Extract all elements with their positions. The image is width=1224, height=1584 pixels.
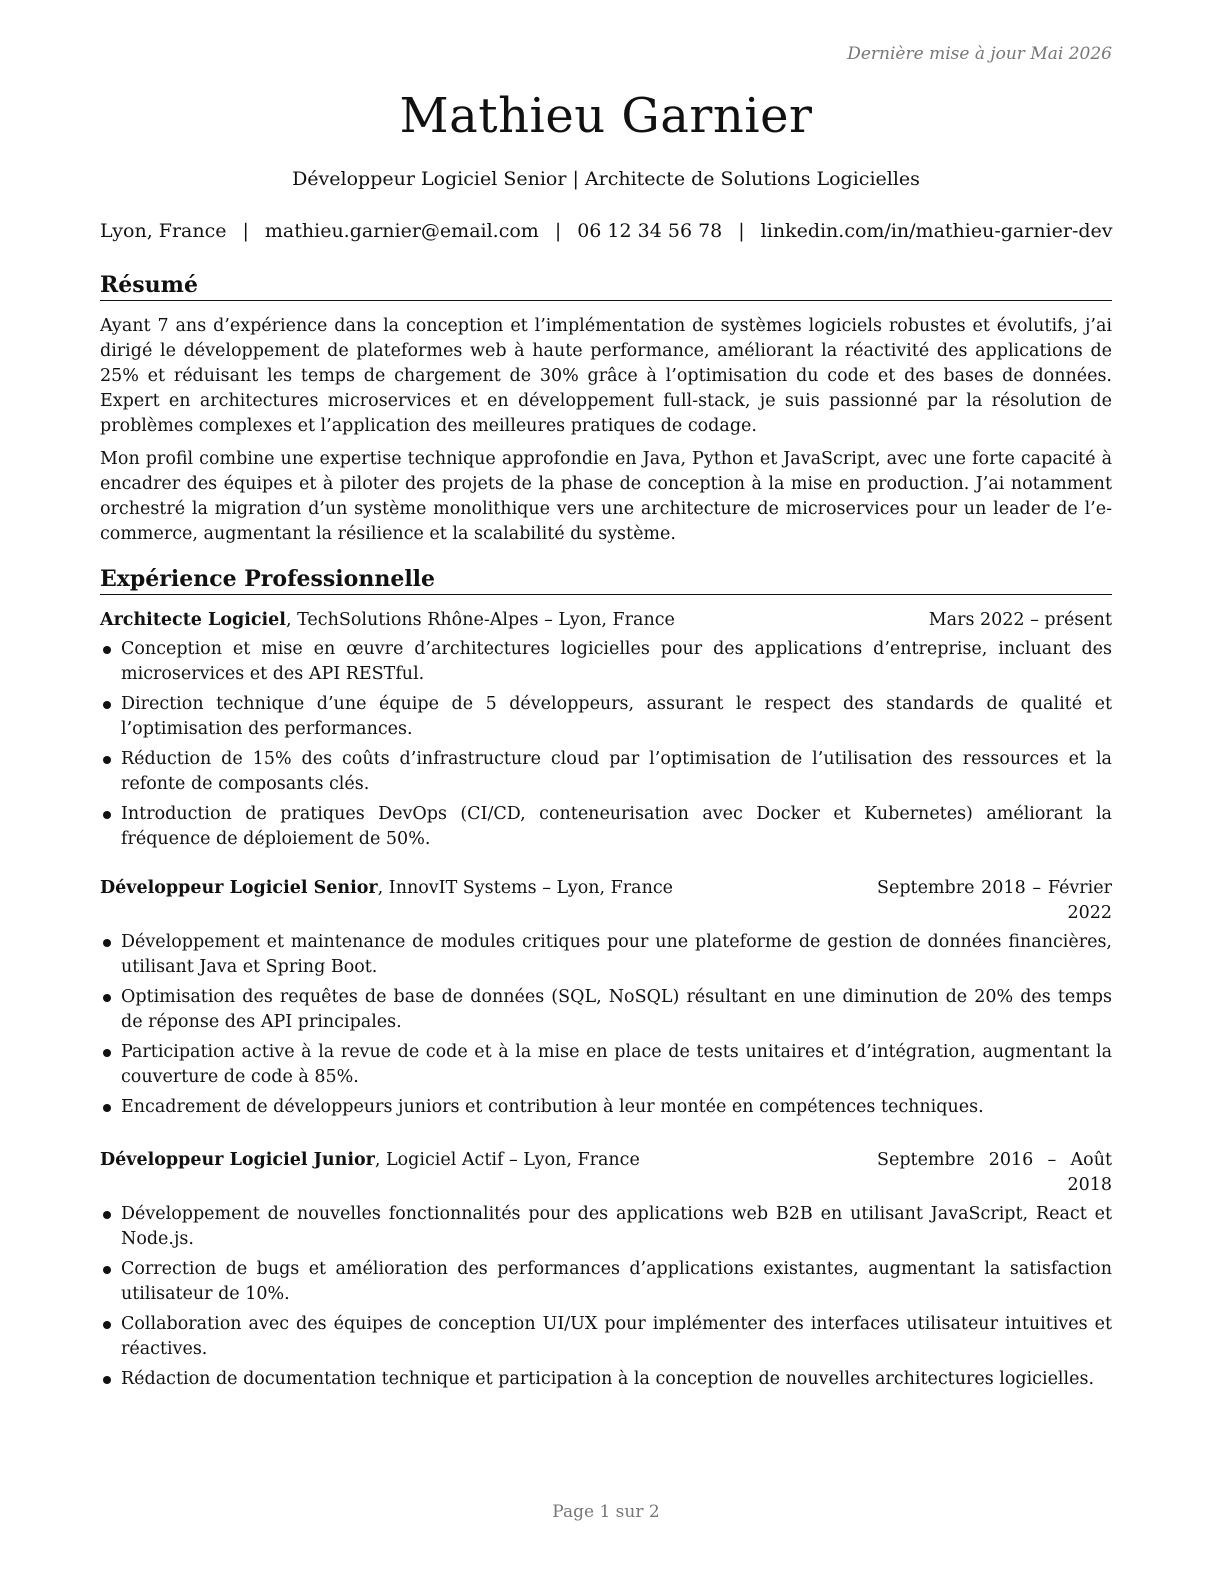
job-bullets	[100, 637, 1112, 852]
list-item	[100, 637, 1112, 687]
job-entry	[100, 1148, 1112, 1397]
job-company: , TechSolutions Rhône-Alpes – Lyon, France	[285, 610, 675, 630]
bullet-text: Correction de bugs et amélioration des performances d’applications existantes, augmentant la satisfaction utilisateur de 10%.	[121, 1259, 1112, 1304]
bullet-icon	[103, 1321, 111, 1329]
bullet-icon	[103, 811, 111, 819]
bullet-text: Introduction de pratiques DevOps (CI/CD, conteneurisation avec Docker et Kubernetes) améliorant la fréquence de déploiement de 50%.	[121, 804, 1112, 849]
contact-location: Lyon, France	[100, 220, 227, 242]
bullet-icon	[103, 1049, 111, 1057]
job-dates: Septembre 2018 – Février 2022	[877, 878, 1112, 923]
candidate-name: Mathieu Garnier	[399, 88, 813, 144]
bullet-icon	[103, 1266, 111, 1274]
contact-line	[100, 218, 1112, 244]
job-dates: Mars 2022 – présent	[928, 610, 1112, 630]
list-item	[100, 1095, 1112, 1120]
job-header	[100, 876, 1112, 926]
job-dates: Septembre 2016 – Août 2018	[877, 1150, 1112, 1195]
contact-separator: |	[738, 220, 745, 242]
job-title: Architecte Logiciel	[100, 610, 286, 630]
list-item	[100, 747, 1112, 797]
resume-page	[100, 0, 1112, 1584]
bullet-text: Développement et maintenance de modules critiques pour une plateforme de gestion de données financières, utilisant Java et Spring Boot.	[121, 932, 1112, 977]
contact-email[interactable]: mathieu.garnier@email.com	[264, 220, 539, 242]
bullet-text: Collaboration avec des équipes de conception UI/UX pour implémenter des interfaces utilisateur intuitives et réactives.	[121, 1314, 1112, 1359]
bullet-text: Réduction de 15% des coûts d’infrastructure cloud par l’optimisation de l’utilisation des ressources et la refonte de composants clés.	[121, 749, 1112, 794]
list-item	[100, 692, 1112, 742]
candidate-subtitle: Développeur Logiciel Senior | Architecte de Solutions Logicielles	[292, 168, 920, 190]
job-company: , Logiciel Actif – Lyon, France	[374, 1150, 640, 1170]
bullet-text: Participation active à la revue de code et à la mise en place de tests unitaires et d’intégration, augmentant la couverture de code à 85%.	[121, 1042, 1112, 1087]
job-header	[100, 608, 1112, 633]
summary-section	[100, 314, 1112, 555]
bullet-text: Rédaction de documentation technique et participation à la conception de nouvelles architectures logicielles.	[121, 1369, 1095, 1389]
bullet-icon	[103, 1104, 111, 1112]
experience-heading: Expérience Professionnelle	[100, 565, 1112, 595]
bullet-text: Conception et mise en œuvre d’architectures logicielles pour des applications d’entreprise, incluant des microservices et des API RESTful.	[121, 639, 1112, 684]
job-entry	[100, 876, 1112, 1125]
list-item	[100, 930, 1112, 980]
bullet-icon	[103, 939, 111, 947]
list-item	[100, 1040, 1112, 1090]
job-title: Développeur Logiciel Senior	[100, 878, 378, 898]
list-item	[100, 1312, 1112, 1362]
contact-separator: |	[554, 220, 562, 242]
list-item	[100, 1367, 1112, 1392]
contact-phone: 06 12 34 56 78	[577, 220, 723, 242]
job-company: , InnovIT Systems – Lyon, France	[377, 878, 674, 898]
job-title-line	[100, 608, 675, 633]
contact-linkedin[interactable]: linkedin.com/in/mathieu-garnier-dev	[760, 220, 1113, 242]
summary-paragraph: Mon profil combine une expertise technique approfondie en Java, Python et JavaScript, avec une forte capacité à encadrer des équipes et à piloter des projets de la phase de conception à la mise en production. J’ai notamment orchestré la migration d’un système monolithique vers une architecture de microservices pour un leader de l’e-commerce, augmentant la résilience et la scalabilité du système.	[100, 449, 1112, 544]
job-title-line	[100, 1148, 640, 1173]
job-title: Développeur Logiciel Junior	[100, 1150, 375, 1170]
last-updated: Dernière mise à jour Mai 2026	[847, 44, 1112, 64]
job-title-line	[100, 876, 673, 901]
list-item	[100, 1202, 1112, 1252]
list-item	[100, 802, 1112, 852]
bullet-icon	[103, 646, 111, 654]
page-number: Page 1 sur 2	[552, 1502, 660, 1522]
job-bullets	[100, 930, 1112, 1120]
bullet-icon	[103, 701, 111, 709]
bullet-text: Optimisation des requêtes de base de données (SQL, NoSQL) résultant en une diminution de 20% des temps de réponse des API principales.	[121, 987, 1112, 1032]
contact-separator: |	[242, 220, 249, 242]
bullet-text: Encadrement de développeurs juniors et contribution à leur montée en compétences techniques.	[121, 1097, 984, 1117]
bullet-text: Direction technique d’une équipe de 5 développeurs, assurant le respect des standards de qualité et l’optimisation des performances.	[121, 694, 1112, 739]
job-entry	[100, 608, 1112, 857]
summary-heading: Résumé	[100, 271, 1112, 301]
bullet-icon	[103, 994, 111, 1002]
bullet-icon	[103, 756, 111, 764]
bullet-text: Développement de nouvelles fonctionnalités pour des applications web B2B en utilisant JavaScript, React et Node.js.	[121, 1204, 1112, 1249]
summary-paragraph: Ayant 7 ans d’expérience dans la conception et l’implémentation de systèmes logiciels robustes et évolutifs, j’ai dirigé le développement de plateformes web à haute performance, améliorant la réactivité des applications de 25% et réduisant les temps de chargement de 30% grâce à l’optimisation du code et des bases de données. Expert en architectures microservices et en développement full-stack, je suis passionné par la résolution de problèmes complexes et l’application des meilleures pratiques de codage.	[100, 316, 1112, 436]
list-item	[100, 985, 1112, 1035]
bullet-icon	[103, 1211, 111, 1219]
job-header	[100, 1148, 1112, 1198]
job-bullets	[100, 1202, 1112, 1392]
list-item	[100, 1257, 1112, 1307]
bullet-icon	[103, 1376, 111, 1384]
